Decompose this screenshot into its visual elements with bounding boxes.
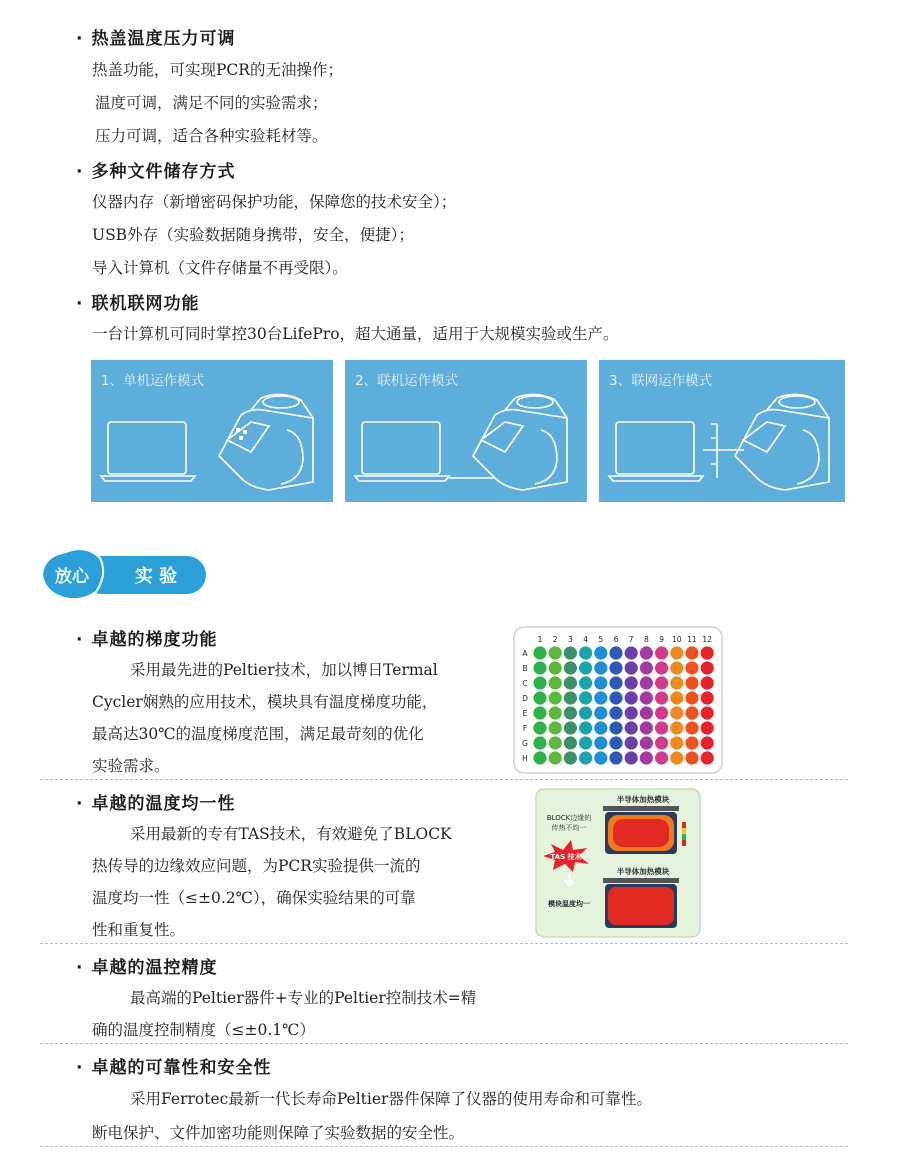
plate-well xyxy=(533,751,546,764)
plate-well xyxy=(640,676,653,689)
plate-well xyxy=(533,706,546,719)
mode-panel-standalone xyxy=(91,360,333,502)
tas-bottom-note: 模块温度均一 xyxy=(548,900,590,908)
storage-line-2: USB外存（实验数据随身携带，安全，便捷）； xyxy=(92,226,414,244)
plate-well xyxy=(640,706,653,719)
plate-well xyxy=(655,691,668,704)
precision-line-2: 确的温度控制精度（≤±0.1℃） xyxy=(92,1021,315,1039)
plate-well xyxy=(579,736,592,749)
badge-left-text: 放心 xyxy=(55,567,89,587)
tas-left-note-1: BLOCK边缘的 xyxy=(546,814,592,822)
gradient-line-2: Cycler娴熟的应用技术，模块具有温度梯度功能， xyxy=(92,693,438,711)
plate-well xyxy=(609,706,622,719)
tas-left-note-2: 传热不均一 xyxy=(551,824,587,832)
plate-well xyxy=(670,691,683,704)
plate-row-label: D xyxy=(522,694,528,703)
plate-well xyxy=(549,706,562,719)
tas-bottom-title: 半导体加热模块 xyxy=(616,867,670,876)
plate-well xyxy=(579,691,592,704)
plate-column-label: 6 xyxy=(613,635,619,644)
plate-well xyxy=(701,691,714,704)
plate-well xyxy=(579,721,592,734)
plate-well xyxy=(670,721,683,734)
plate-well xyxy=(533,721,546,734)
uniformity-line-2: 热传导的边缘效应问题，为PCR实验提供一流的 xyxy=(92,857,421,875)
plate-well xyxy=(609,676,622,689)
plate-row-label: H xyxy=(522,754,528,763)
plate-well xyxy=(685,661,698,674)
plate-well xyxy=(640,721,653,734)
plate-well xyxy=(533,736,546,749)
plate-well xyxy=(640,751,653,764)
heading-uniformity: · 卓越的温度均一性 xyxy=(76,794,236,814)
plate-well xyxy=(670,676,683,689)
uniformity-line-3: 温度均一性（≤±0.2℃），确保实验结果的可靠 xyxy=(92,889,416,907)
hot-lid-line-2: 温度可调，满足不同的实验需求； xyxy=(95,94,328,112)
plate-column-label: 5 xyxy=(598,635,604,644)
plate-well xyxy=(701,751,714,764)
plate-well xyxy=(670,661,683,674)
plate-column-label: 2 xyxy=(552,635,558,644)
plate-well xyxy=(594,736,607,749)
plate-well xyxy=(701,736,714,749)
plate-well xyxy=(655,676,668,689)
tas-top-title: 半导体加热模块 xyxy=(616,795,670,804)
plate-well xyxy=(625,691,638,704)
tas-burst-label: TAS 技术 xyxy=(550,853,582,861)
plate-well xyxy=(625,676,638,689)
plate-well xyxy=(579,661,592,674)
plate-well xyxy=(655,751,668,764)
plate-well xyxy=(655,661,668,674)
heading-reliability: · 卓越的可靠性和安全性 xyxy=(76,1058,272,1078)
plate-well xyxy=(609,691,622,704)
divider-3 xyxy=(40,1043,848,1044)
divider-4 xyxy=(40,1146,848,1147)
plate-column-label: 11 xyxy=(687,635,697,644)
gradient-plate-figure xyxy=(513,626,723,774)
plate-column-label: 3 xyxy=(568,635,573,644)
plate-well xyxy=(670,646,683,659)
plate-well xyxy=(640,691,653,704)
plate-row-label: B xyxy=(522,664,528,673)
plate-well xyxy=(655,721,668,734)
plate-row-label: C xyxy=(522,679,528,688)
heading-storage: · 多种文件储存方式 xyxy=(76,162,236,182)
network-line-1: 一台计算机可同时掌控30台LifePro，超大通量，适用于大规模实验或生产。 xyxy=(92,325,619,343)
plate-well xyxy=(670,706,683,719)
plate-column-label: 4 xyxy=(583,635,588,644)
plate-well xyxy=(564,646,577,659)
plate-well xyxy=(564,661,577,674)
plate-column-label: 7 xyxy=(628,635,634,644)
plate-well xyxy=(670,751,683,764)
mode-panel-networked xyxy=(599,360,845,502)
plate-well xyxy=(655,646,668,659)
plate-column-label: 8 xyxy=(644,635,649,644)
plate-well xyxy=(701,661,714,674)
plate-well xyxy=(701,646,714,659)
plate-well xyxy=(609,751,622,764)
plate-well xyxy=(579,676,592,689)
plate-well xyxy=(533,646,546,659)
plate-well xyxy=(549,646,562,659)
plate-well xyxy=(640,661,653,674)
plate-well xyxy=(549,736,562,749)
plate-well xyxy=(685,676,698,689)
plate-column-label: 12 xyxy=(702,635,712,644)
plate-well xyxy=(625,706,638,719)
plate-well xyxy=(625,721,638,734)
storage-line-1: 仪器内存（新增密码保护功能，保障您的技术安全）； xyxy=(92,193,457,211)
divider-1 xyxy=(40,779,848,780)
plate-well xyxy=(594,691,607,704)
plate-well xyxy=(549,676,562,689)
mode-label-1: 1、单机运作模式 xyxy=(101,373,205,389)
plate-well xyxy=(625,646,638,659)
plate-well xyxy=(579,751,592,764)
plate-well xyxy=(625,661,638,674)
plate-well xyxy=(564,706,577,719)
networked-illustration xyxy=(599,360,845,502)
plate-well xyxy=(594,661,607,674)
plate-column-label: 9 xyxy=(659,635,664,644)
plate-well xyxy=(701,706,714,719)
plate-well xyxy=(594,751,607,764)
plate-well xyxy=(609,646,622,659)
hot-lid-line-1: 热盖功能，可实现PCR的无油操作； xyxy=(92,61,343,79)
plate-column-label: 1 xyxy=(537,635,543,644)
plate-well xyxy=(564,721,577,734)
plate-well xyxy=(533,676,546,689)
plate-well xyxy=(594,676,607,689)
plate-well xyxy=(609,721,622,734)
plate-well xyxy=(685,646,698,659)
plate-well xyxy=(564,751,577,764)
uniformity-line-4: 性和重复性。 xyxy=(92,921,186,939)
plate-well xyxy=(564,691,577,704)
plate-well xyxy=(640,736,653,749)
plate-well xyxy=(609,661,622,674)
gradient-line-3: 最高达30℃的温度梯度范围，满足最苛刻的优化 xyxy=(92,725,424,743)
plate-well xyxy=(533,691,546,704)
plate-well xyxy=(701,676,714,689)
heading-gradient: · 卓越的梯度功能 xyxy=(76,630,218,650)
plate-well xyxy=(609,736,622,749)
storage-line-3: 导入计算机（文件存储量不再受限）。 xyxy=(92,259,348,277)
mode-panel-connected xyxy=(345,360,587,502)
plate-well xyxy=(625,736,638,749)
plate-well xyxy=(640,646,653,659)
plate-well xyxy=(670,736,683,749)
plate-well xyxy=(579,706,592,719)
plate-column-label: 10 xyxy=(672,635,682,644)
plate-well xyxy=(625,751,638,764)
heading-precision: · 卓越的温控精度 xyxy=(76,958,218,978)
plate-row-label: F xyxy=(522,724,528,733)
plate-well xyxy=(533,661,546,674)
badge-right-text: 实 验 xyxy=(134,566,178,587)
uniformity-line-1: 采用最新的专有TAS技术，有效避免了BLOCK xyxy=(130,825,452,843)
plate-well xyxy=(594,706,607,719)
plate-well xyxy=(594,721,607,734)
connected-illustration xyxy=(345,360,587,502)
hot-lid-line-3: 压力可调，适合各种实验耗材等。 xyxy=(95,127,328,145)
plate-well xyxy=(594,646,607,659)
plate-well xyxy=(549,661,562,674)
plate-row-label: A xyxy=(522,649,528,658)
divider-2 xyxy=(40,943,848,944)
reliability-line-2: 断电保护、文件加密功能则保障了实验数据的安全性。 xyxy=(92,1124,465,1142)
reliability-line-1: 采用Ferrotec最新一代长寿命Peltier器件保障了仪器的使用寿命和可靠性。 xyxy=(130,1090,652,1108)
precision-line-1: 最高端的Peltier器件+专业的Peltier控制技术=精 xyxy=(130,989,477,1007)
heading-hot-lid: · 热盖温度压力可调 xyxy=(76,29,236,49)
plate-well xyxy=(579,646,592,659)
plate-well xyxy=(549,751,562,764)
mode-label-3: 3、联网运作模式 xyxy=(609,373,713,389)
plate-well xyxy=(549,721,562,734)
plate-well xyxy=(564,736,577,749)
plate-well xyxy=(685,706,698,719)
plate-well xyxy=(701,721,714,734)
plate-well xyxy=(655,736,668,749)
gradient-line-4: 实验需求。 xyxy=(92,757,170,775)
mode-label-2: 2、联机运作模式 xyxy=(355,373,459,389)
tas-figure xyxy=(535,788,701,938)
plate-well xyxy=(655,706,668,719)
plate-row-label: E xyxy=(522,709,528,718)
plate-well xyxy=(564,676,577,689)
standalone-illustration xyxy=(91,360,333,502)
plate-well xyxy=(685,721,698,734)
gradient-line-1: 采用最先进的Peltier技术，加以博日Termal xyxy=(130,661,438,679)
heading-network: · 联机联网功能 xyxy=(76,294,200,314)
section-badge xyxy=(38,546,210,602)
plate-row-label: G xyxy=(522,739,528,748)
plate-well xyxy=(685,736,698,749)
plate-well xyxy=(549,691,562,704)
plate-well xyxy=(685,691,698,704)
plate-well xyxy=(685,751,698,764)
